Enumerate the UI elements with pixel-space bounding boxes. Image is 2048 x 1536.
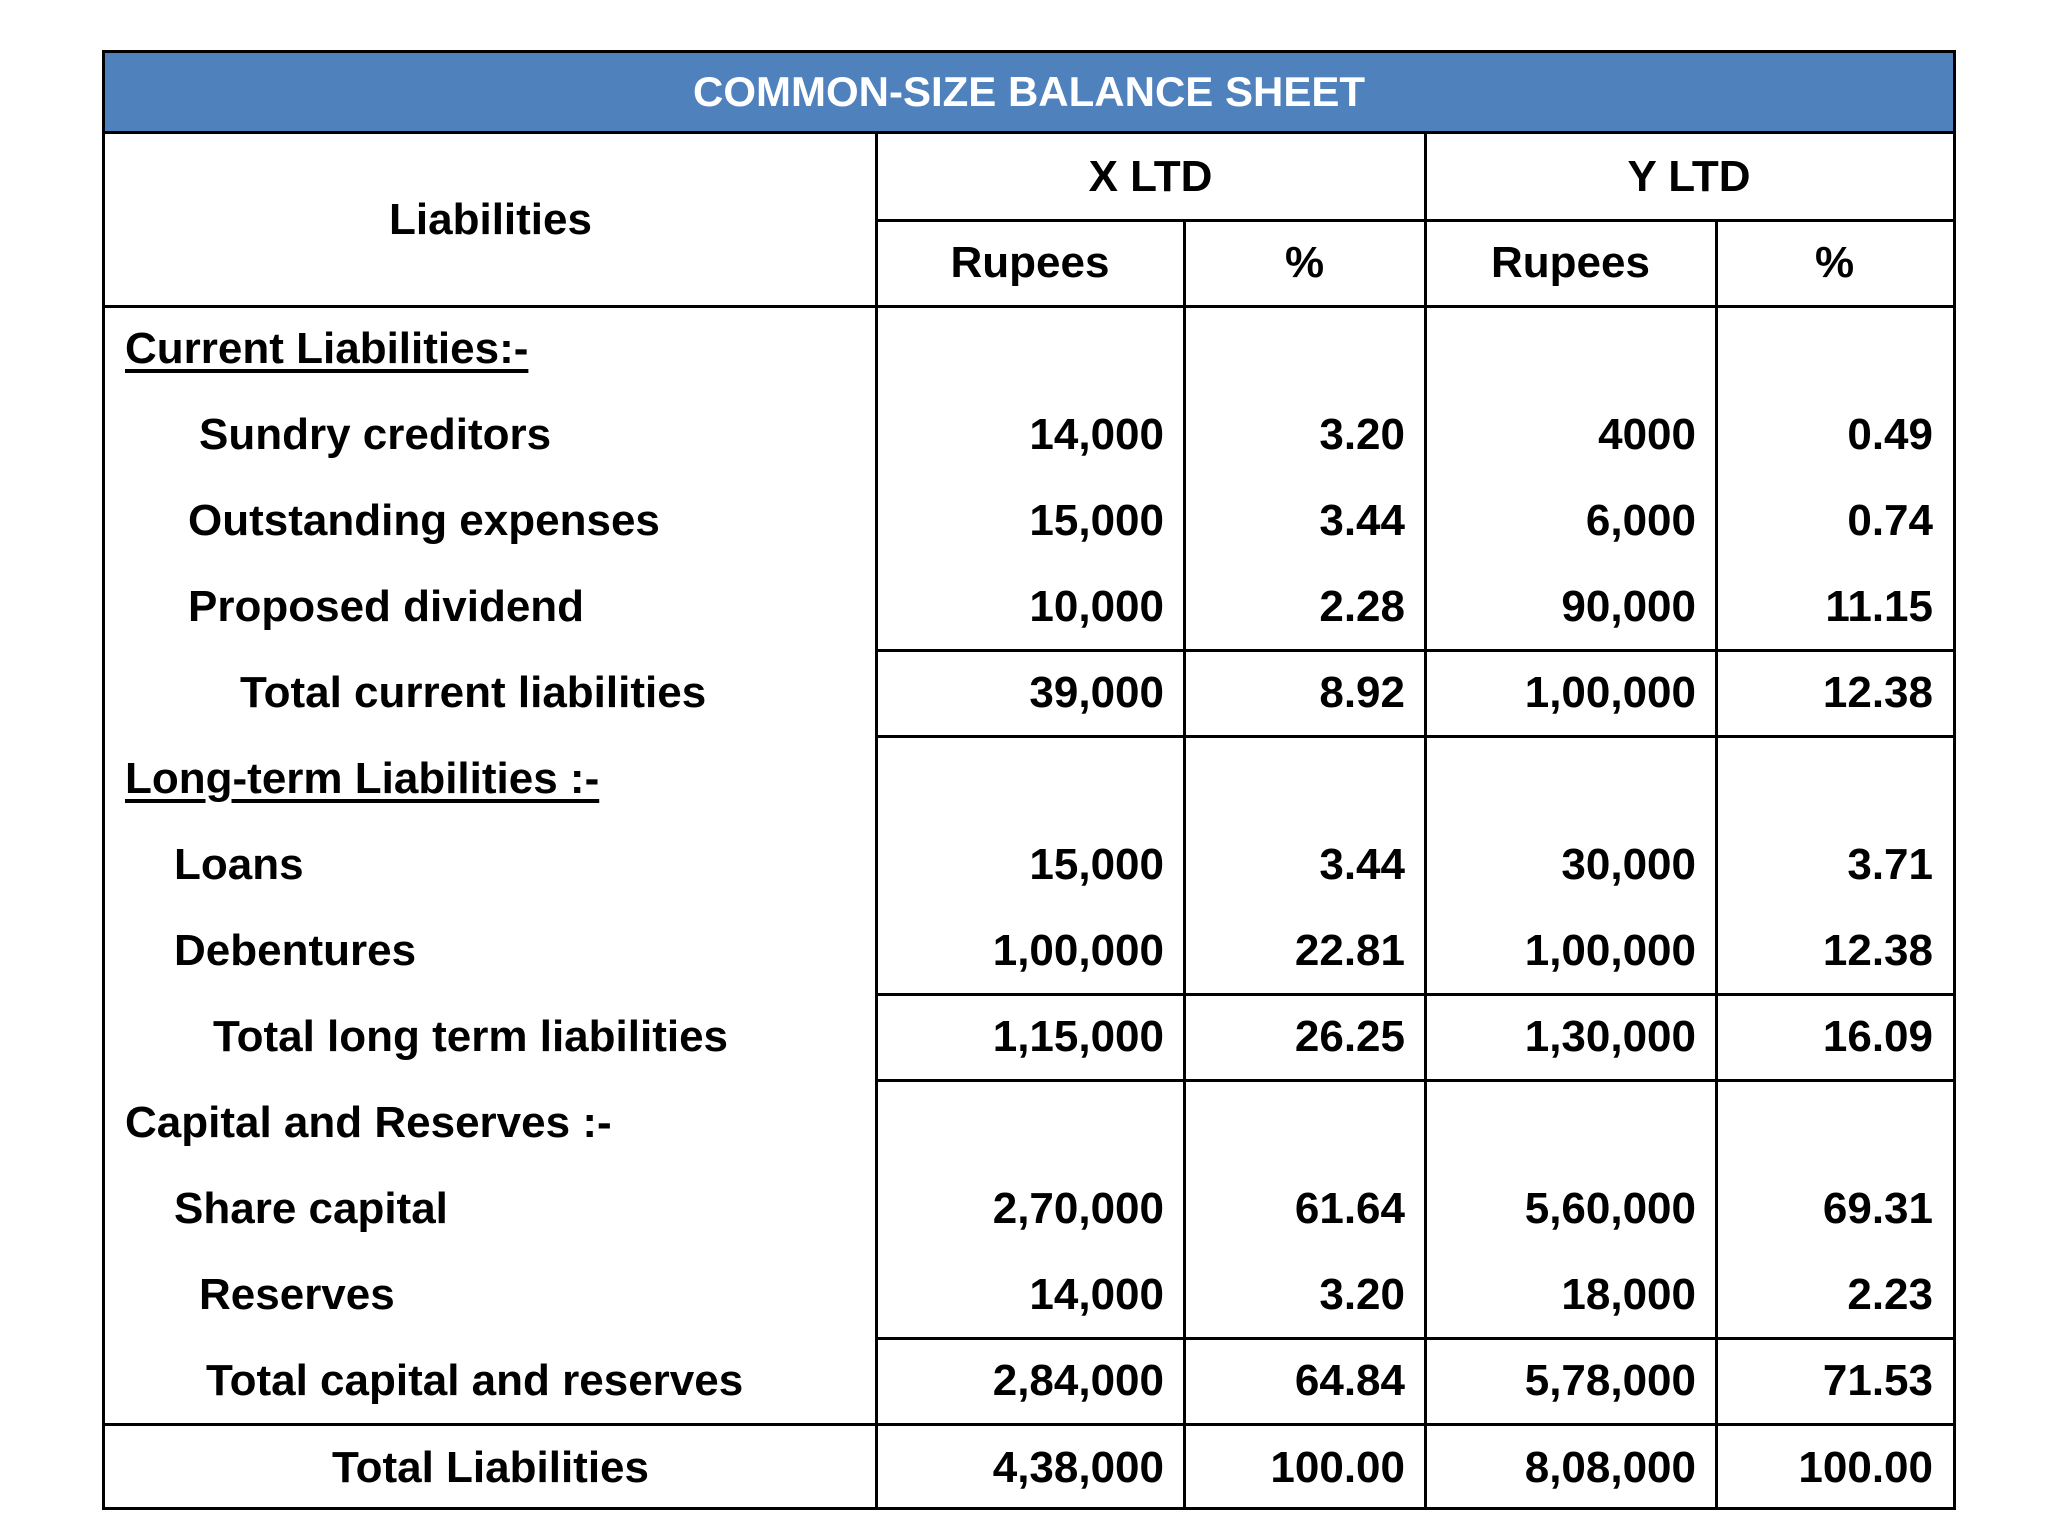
cell-x-pct: 3.44 — [1319, 496, 1405, 545]
cell-x-pct — [1184, 306, 1425, 392]
cell-y-rs — [1425, 306, 1716, 392]
cell-y-rs — [1425, 736, 1716, 822]
header-y-rupees: Rupees — [1491, 238, 1650, 287]
grid-line — [876, 1079, 1953, 1082]
cell-x-rs: 39,000 — [1029, 668, 1164, 717]
header-liabilities: Liabilities — [389, 195, 592, 244]
cell-x-rs: 2,84,000 — [992, 1356, 1164, 1405]
grid-line — [876, 735, 1953, 738]
grid-line — [1424, 134, 1427, 1510]
header-y-percent: % — [1814, 238, 1855, 287]
cell-y-pct: 100.00 — [1798, 1443, 1933, 1492]
cell-y-rs: 6,000 — [1585, 496, 1696, 545]
cell-x-pct — [1184, 1080, 1425, 1166]
cell-y-rs: 90,000 — [1561, 582, 1696, 631]
cell-x-rs: 15,000 — [1029, 840, 1164, 889]
grid-line — [105, 1423, 1953, 1426]
row-label: Share capital — [174, 1184, 448, 1233]
grid-line — [105, 305, 1953, 308]
cell-x-pct: 8.92 — [1319, 668, 1405, 717]
row-label: Sundry creditors — [199, 410, 552, 459]
grid-line — [876, 993, 1953, 996]
row-label: Total long term liabilities — [213, 1012, 729, 1061]
row-label: Proposed dividend — [188, 582, 585, 631]
grid-line — [876, 219, 1953, 222]
grid-line — [875, 134, 878, 1510]
cell-y-pct: 71.53 — [1822, 1356, 1933, 1405]
cell-x-pct: 22.81 — [1294, 926, 1405, 975]
cell-y-pct: 12.38 — [1822, 668, 1933, 717]
cell-x-rs — [876, 1080, 1184, 1166]
cell-y-rs: 18,000 — [1561, 1270, 1696, 1319]
cell-y-pct: 16.09 — [1822, 1012, 1933, 1061]
cell-x-pct: 3.20 — [1319, 410, 1405, 459]
row-label: Outstanding expenses — [188, 496, 660, 545]
cell-y-pct: 11.15 — [1825, 582, 1933, 631]
grid-line — [1715, 220, 1718, 1510]
cell-y-pct: 2.23 — [1847, 1270, 1933, 1319]
cell-x-pct: 61.64 — [1294, 1184, 1405, 1233]
cell-y-pct: 3.71 — [1847, 840, 1933, 889]
cell-x-pct: 64.84 — [1294, 1356, 1405, 1405]
cell-y-rs: 5,78,000 — [1524, 1356, 1696, 1405]
header-x-percent: % — [1284, 238, 1325, 287]
cell-x-pct: 3.44 — [1319, 840, 1405, 889]
cell-y-pct — [1716, 1080, 1953, 1166]
cell-x-pct: 26.25 — [1294, 1012, 1405, 1061]
cell-x-rs: 1,00,000 — [992, 926, 1164, 975]
cell-y-rs: 1,00,000 — [1524, 668, 1696, 717]
cell-x-pct: 2.28 — [1319, 582, 1405, 631]
cell-x-rs: 15,000 — [1029, 496, 1164, 545]
cell-x-pct: 100.00 — [1270, 1443, 1405, 1492]
cell-y-rs: 5,60,000 — [1524, 1184, 1696, 1233]
cell-y-rs: 1,30,000 — [1524, 1012, 1696, 1061]
row-label: Total current liabilities — [240, 668, 707, 717]
balance-sheet-table — [102, 50, 1956, 1510]
cell-y-rs — [1425, 1080, 1716, 1166]
cell-x-pct — [1184, 736, 1425, 822]
cell-x-pct: 3.20 — [1319, 1270, 1405, 1319]
row-label: Total Liabilities — [331, 1443, 649, 1492]
table-title: COMMON-SIZE BALANCE SHEET — [105, 53, 1953, 134]
cell-x-rs: 14,000 — [1029, 1270, 1164, 1319]
cell-x-rs: 14,000 — [1029, 410, 1164, 459]
cell-y-pct: 0.74 — [1847, 496, 1933, 545]
header-x-rupees: Rupees — [950, 238, 1110, 287]
cell-x-rs: 4,38,000 — [992, 1443, 1164, 1492]
cell-x-rs: 2,70,000 — [992, 1184, 1164, 1233]
cell-x-rs: 10,000 — [1029, 582, 1164, 631]
cell-y-rs: 8,08,000 — [1524, 1443, 1696, 1492]
cell-y-pct: 0.49 — [1847, 410, 1933, 459]
cell-x-rs — [876, 736, 1184, 822]
row-label: Capital and Reserves :- — [125, 1098, 612, 1147]
header-y-ltd: Y LTD — [1627, 152, 1751, 201]
row-label: Debentures — [174, 926, 417, 975]
cell-y-pct — [1716, 306, 1953, 392]
header-x-ltd: X LTD — [1088, 152, 1213, 201]
grid-line — [876, 649, 1953, 652]
row-label: Long-term Liabilities :- — [125, 754, 600, 803]
grid-line — [876, 1337, 1953, 1340]
cell-x-rs: 1,15,000 — [992, 1012, 1164, 1061]
row-label: Total capital and reserves — [206, 1356, 744, 1405]
cell-y-pct: 69.31 — [1822, 1184, 1933, 1233]
cell-y-pct — [1716, 736, 1953, 822]
cell-x-rs — [876, 306, 1184, 392]
cell-y-rs: 4000 — [1598, 410, 1696, 459]
row-label: Current Liabilities:- — [125, 324, 529, 373]
cell-y-pct: 12.38 — [1822, 926, 1933, 975]
cell-y-rs: 30,000 — [1561, 840, 1696, 889]
cell-y-rs: 1,00,000 — [1524, 926, 1696, 975]
grid-line — [1183, 220, 1186, 1510]
row-label: Loans — [174, 840, 304, 889]
row-label: Reserves — [199, 1270, 395, 1319]
